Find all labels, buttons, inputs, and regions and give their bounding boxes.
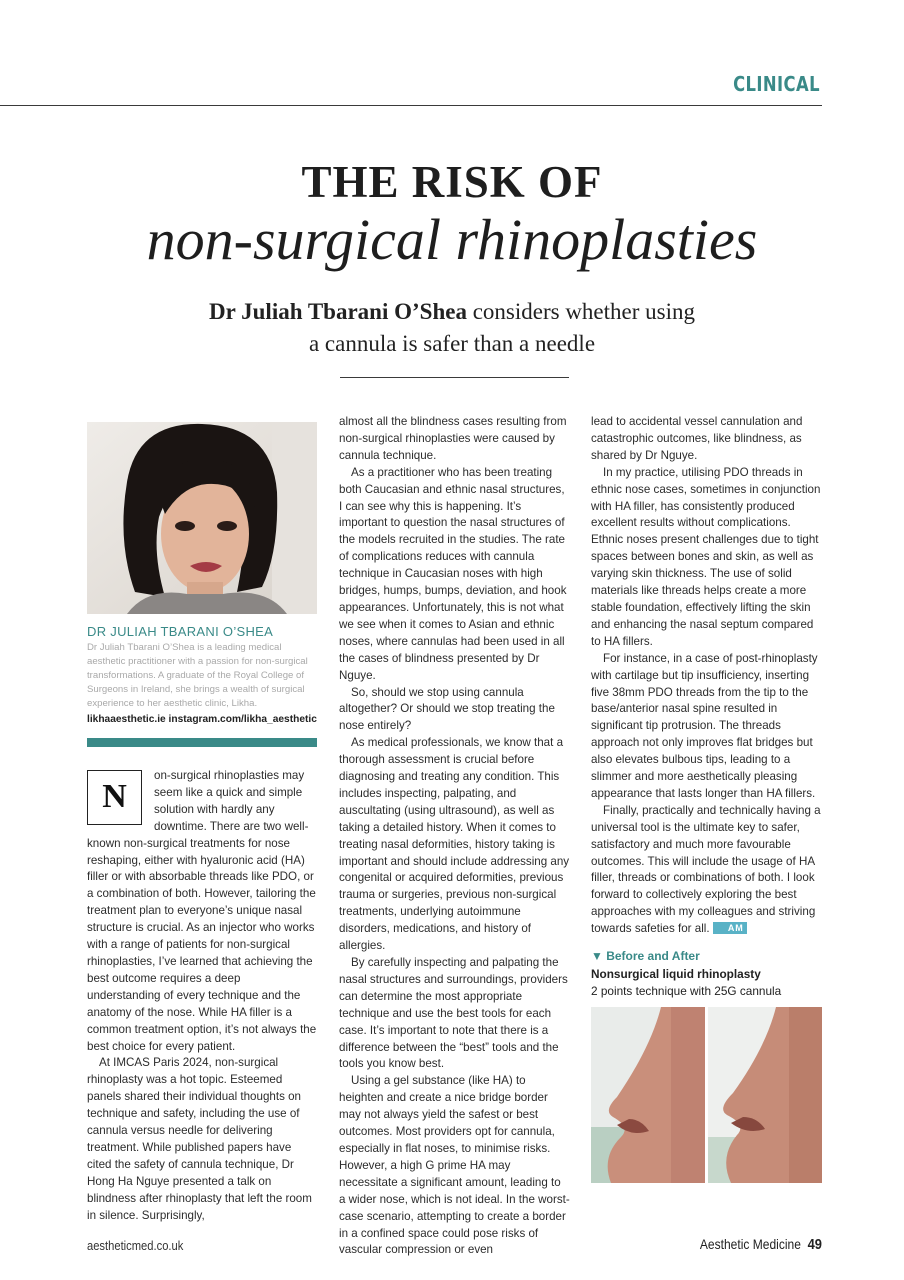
col3-paragraph-3: For instance, in a case of post-rhinoplasty with cartilage but tip insufficiency, inserting five 38mm PDO threads from the tip to the base/anterior nasal spine resulted in significant tip protrusion. The threads approach not only improves flat bridges but also elevates bulbous tips, leading to a slimmer and more aesthetically pleasing appearance that lasts longer than HA fillers. (591, 651, 818, 800)
footer-page-number: 49 (807, 1236, 822, 1253)
headline-line1: THE RISK OF (301, 157, 603, 207)
before-after-images (591, 1007, 822, 1183)
column-2-body (339, 414, 570, 1259)
col2-paragraph-6: Using a gel substance (like HA) to heighten and create a nice bridge border may not always yield the safest or best outcomes. Most providers opt for cannula, especially in flat noses, to minimise risks. However, a high G prime HA may necessitate a significant amount, leading to a wider nose, which is not ideal. In the worst-case scenario, attempting to create a border in a confined space could pose risks of vascular compression or even (339, 1074, 570, 1257)
headline-line2: non-surgical rhinoplasties (146, 207, 758, 272)
col3-paragraph-1: lead to accidental vessel cannulation and catastrophic outcomes, like blindness, as shared by Dr Nguye. (591, 415, 803, 462)
col2-paragraph-1: almost all the blindness cases resulting from non-surgical rhinoplasties were caused by cannula technique. (339, 415, 567, 462)
col2-paragraph-2: As a practitioner who has been treating both Caucasian and ethnic nasal structures, I can see why this is happening. It’s important to question the nasal structures of the models recruited in the studies. The rate of complications reduces with cannula technique in Caucasian noses with high bridges, humps, bumps, deviation, and hook appearances. Unfortunately, this is not what we see when it comes to Asian and ethnic noses, where cannulas had been used in all the cases of blindness presented by Dr Nguye. (339, 465, 567, 682)
author-portrait-image (87, 422, 317, 614)
author-photo (87, 422, 317, 614)
footer-magazine-name: Aesthetic Medicine (699, 1236, 801, 1252)
end-mark-icon: AM (713, 922, 747, 934)
column-3-body (591, 414, 822, 938)
section-label: CLINICAL (733, 72, 820, 96)
col2-paragraph-5: By carefully inspecting and palpating the nasal structures and surroundings, providers can determine the most appropriate technique and use the best tools for each case. It’s important to note that there is a difference between the “best” tools and the tools you know best. (339, 956, 568, 1071)
col3-paragraph-4 (591, 803, 822, 938)
standfirst-line1: considers whether using (466, 299, 695, 324)
author-divider-bar (87, 738, 317, 747)
col2-paragraph-4: As medical professionals, we know that a thorough assessment is crucial before diagnosing and treating any condition. This includes inspecting, palpating, and auscultating (using ultrasound), as well as taking a detailed history. When it comes to treating nasal deformities, history taking is important and should include addressing any congenital or acquired deformities, previous trauma or surgeries, previous non-surgical treatments, underlying autoimmune disorders, medications, and history of allergies. (339, 736, 570, 953)
col1-paragraph-1: on-surgical rhinoplasties may seem like a quick and simple solution with hardly any downtime. There are two well-known non-surgical treatments for nose reshaping, either with hyaluronic acid (HA) filler or with absorbable threads like PDO, or a combination of both. However, tailoring the treatment plan to everyone’s unique nasal structure is crucial. As an injector who works with a range of patients for non-surgical rhinoplasties, I’ve learned that achieving the best outcome requires a deep understanding of every technique and the anatomy of the nose. While HA filler is a common treatment option, it’s not always the best choice for every patient. (87, 769, 317, 1053)
author-bio: Dr Juliah Tbarani O’Shea is a leading medical aesthetic practitioner with a passion for non-surgical transformations. A graduate of the Royal College of Surgeons in Ireland, she brings a wealth of surgical experience to her aesthetic clinic, Likha. (87, 642, 308, 709)
top-rule (0, 105, 822, 106)
before-after-heading: ▼ Before and After (591, 949, 700, 963)
col3-paragraph-2: In my practice, utilising PDO threads in ethnic nose cases, sometimes in conjunction with HA filler, has consistently produced excellent results without complications. Ethnic noses present challenges due to tight spaces between bones and skin, as well as varying skin thickness. The use of solid materials like threads helps create a more stable foundation, effectively lifting the skin and enhancing the nasal septum compared to HA fillers. (591, 465, 821, 648)
standfirst-line2: a cannula is safer than a needle (308, 331, 596, 356)
standfirst (150, 296, 754, 360)
column-1-body (87, 768, 317, 1224)
author-links[interactable]: likhaaesthetic.ie instagram.com/likha_aesthetic (87, 714, 317, 725)
author-name: DR JULIAH TBARANI O’SHEA (87, 624, 274, 639)
before-after-title: Nonsurgical liquid rhinoplasty (591, 967, 761, 981)
standfirst-rule (340, 377, 569, 378)
standfirst-author: Dr Juliah Tbarani O’Shea (208, 299, 467, 324)
before-after-nose-photos (591, 1007, 822, 1183)
before-after-subtitle: 2 points technique with 25G cannula (591, 984, 782, 998)
drop-cap: N (87, 770, 142, 825)
col1-paragraph-2: At IMCAS Paris 2024, non-surgical rhinoplasty was a hot topic. Esteemed panels shared their individual thoughts on technique and safety, including the use of cannula versus needle for delivering treatment. While published papers have cited the safety of cannula technique, Dr Hong Ha Nguye presented a talk on blindness after rhinoplasty that left the room in silence. Surprisingly, (87, 1056, 312, 1222)
col2-paragraph-3: So, should we stop using cannula altogether? Or should we stop treating the nose entirely? (339, 685, 555, 733)
col3-paragraph-4-text: Finally, practically and technically having a universal tool is the ultimate key to safer, satisfactory and much more favourable outcomes. This will include the usage of HA filler, threads or combinations of both. I look forward to collectively exploring the best approaches with my colleagues and striving towards safeties for all. (591, 803, 821, 936)
footer-website[interactable]: aestheticmed.co.uk (87, 1238, 184, 1253)
footer-magazine-page (700, 1236, 822, 1253)
